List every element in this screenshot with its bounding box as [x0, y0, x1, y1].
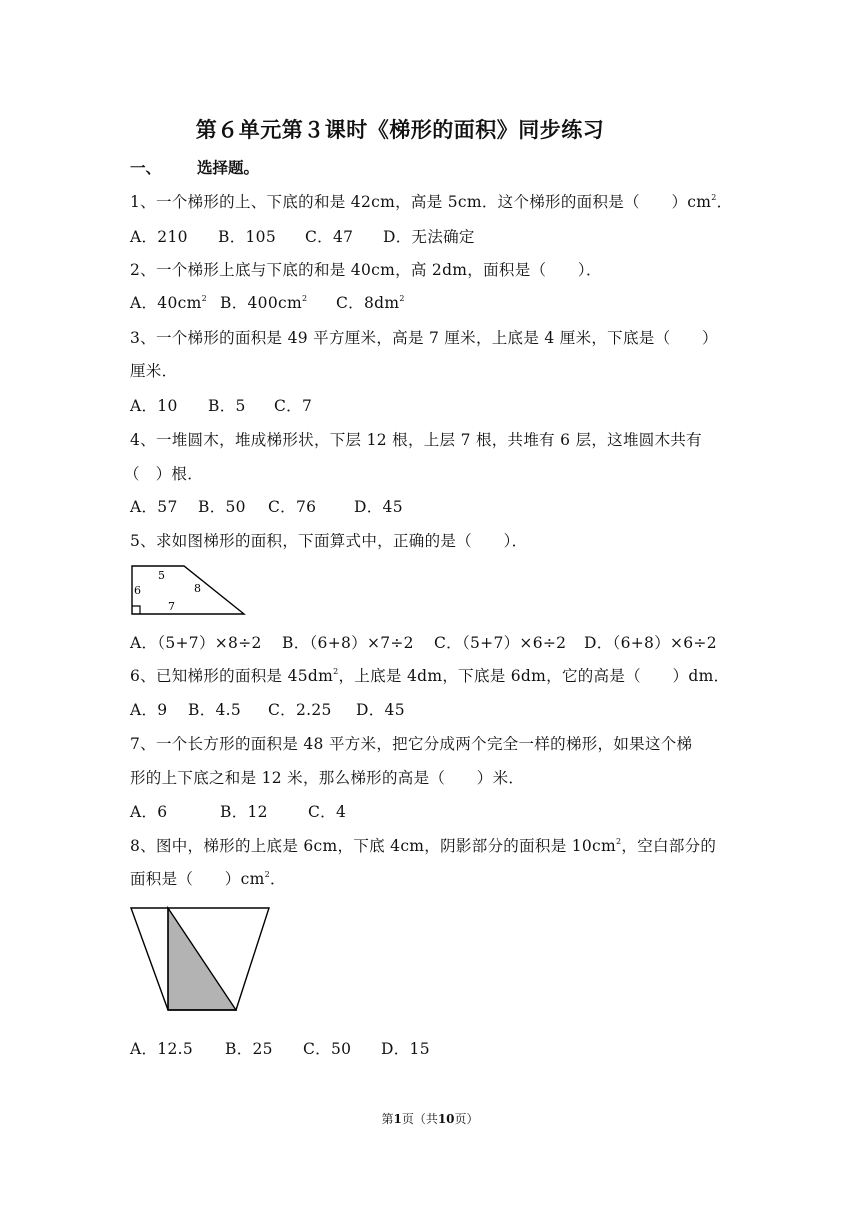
section-number: 一、 — [130, 159, 162, 177]
section-label: 选择题。 — [197, 159, 260, 177]
question-6-options: A．9 B．4.5 C．2.25 D．45 — [130, 701, 405, 719]
question-3-options: A．10 B．5 C．7 — [130, 397, 313, 415]
question-8-options: A．12.5 B．25 C．50 D．15 — [130, 1040, 430, 1058]
section-heading — [130, 156, 259, 178]
question-4-stem-cont: （ ）根． — [124, 465, 204, 483]
total-page-count: 10 — [437, 1112, 455, 1126]
question-2-options: A．$40cm^2$ B．$400cm^2$ C．$8dm^2$ — [130, 294, 405, 312]
question-3-stem-cont: 厘米． — [130, 362, 178, 380]
question-6-stem: 6、已知梯形的面积是 $45dm^2$，上底是 4dm，下底是 6dm，它的高是（ ）dm． — [130, 667, 730, 685]
label-height: 6 — [134, 584, 141, 597]
right-trapezoid-figure — [128, 562, 250, 618]
trapezoid-outline — [132, 566, 244, 614]
label-slant-side: 8 — [194, 582, 201, 595]
page-footer: 第1页（共10页） — [381, 1112, 479, 1126]
question-7-stem: 7、一个长方形的面积是 48 平方米，把它分成两个完全一样的梯形，如果这个梯 — [130, 735, 693, 753]
question-1-options: A．210 B．105 C．47 D．无法确定 — [130, 228, 475, 246]
question-4-options: A．57 B．50 C．76 D．45 — [130, 498, 403, 516]
question-3-stem: 3、一个梯形的面积是 49 平方厘米，高是 7 厘米，上底是 4 厘米，下底是（ ） — [130, 329, 718, 347]
question-1-stem: 1、一个梯形的上、下底的和是 42cm，高是 5cm．这个梯形的面积是（ ）$cm^2$． — [130, 193, 733, 211]
question-5-options: A．（5+7）×8÷2 B．（6+8）×7÷2 C．（5+7）×6÷2 D．（6+8）×6÷2 — [130, 634, 717, 652]
label-bottom-base: 7 — [168, 600, 175, 613]
page-title: 第６单元第３课时《梯形的面积》同步练习 — [195, 118, 605, 142]
label-top-base: 5 — [158, 569, 165, 582]
question-8-stem: 8、图中，梯形的上底是 6cm，下底 4cm，阴影部分的面积是 $10cm^2$，空白部分的 — [130, 837, 717, 855]
question-7-options: A．6 B．12 C．4 — [130, 803, 347, 821]
question-5-stem: 5、求如图梯形的面积，下面算式中，正确的是（ ）． — [130, 532, 528, 550]
question-7-stem-cont: 形的上下底之和是 12 米，那么梯形的高是（ ）米． — [130, 769, 525, 787]
question-2-stem: 2、一个梯形上底与下底的和是 40cm，高 2dm，面积是（ ）． — [130, 261, 602, 279]
question-4-stem: 4、一堆圆木，堆成梯形状，下层 12 根，上层 7 根，共堆有 6 层，这堆圆木共有 — [130, 431, 702, 449]
inverted-trapezoid-figure — [128, 904, 274, 1014]
right-angle-mark — [132, 606, 140, 614]
current-page-number: 1 — [393, 1112, 402, 1126]
question-8-stem-cont: 面积是（ ）$cm^2$． — [130, 870, 286, 888]
shaded-triangle — [168, 908, 236, 1010]
